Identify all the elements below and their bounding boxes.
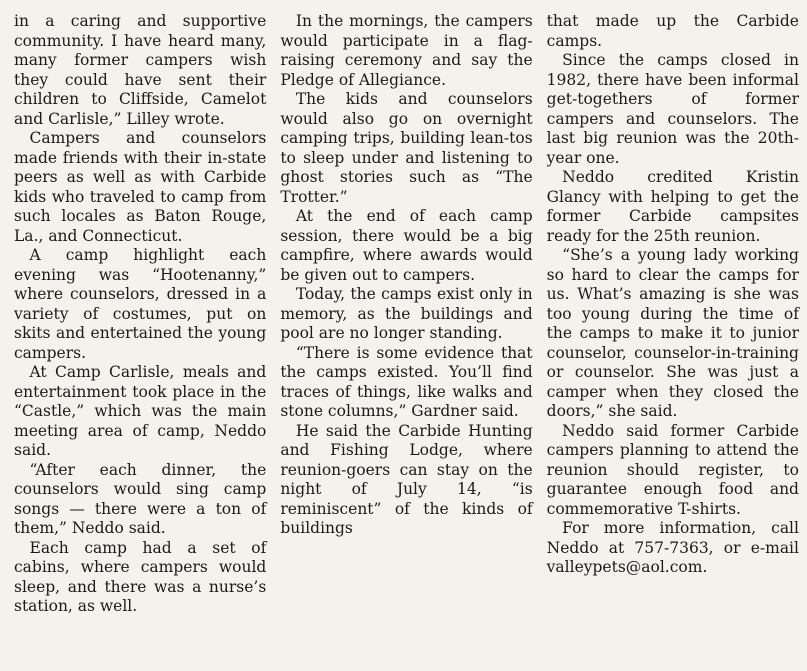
article-columns [14,12,799,671]
paragraph: in a caring and supportive community. I have heard many, many former campers wish they could have sent their children to Cliffside, Camelot and Carlisle,” Lilley wrote. [14,12,267,128]
paragraph: “She’s a young lady working so hard to clear the camps for us. What’s amazing is she was too young during the time of the camps to make it to junior counselor, counselor-in-training or counselor. She was just a camper when they closed the doors,” she said. [546,246,799,420]
paragraph: Each camp had a set of cabins, where campers would sleep, and there was a nurse’s station, as well. [14,538,267,615]
paragraph: He said the Carbide Hunting and Fishing Lodge, where reunion-goers can stay on the night of July 14, “is reminiscent” of the kinds of buildings [280,421,533,537]
article-column-2 [280,12,532,671]
article-column-3 [547,12,799,671]
article-column-1 [14,12,266,671]
paragraph: A camp highlight each evening was “Hootenanny,” where counselors, dressed in a variety of costumes, put on skits and entertained the young campers. [14,246,267,362]
paragraph: At Camp Carlisle, meals and entertainment took place in the “Castle,” which was the main meeting area of camp, Neddo said. [14,363,267,459]
paragraph: Today, the camps exist only in memory, as the buildings and pool are no longer standing. [280,285,533,342]
paragraph: Neddo credited Kristin Glancy with helping to get the former Carbide campsites ready for the 25th reunion. [546,168,799,245]
paragraph: Since the camps closed in 1982, there have been informal get-togethers of former campers and counselors. The last big reunion was the 20th-year one. [546,51,799,167]
paragraph: “There is some evidence that the camps existed. You’ll find traces of things, like walks and stone columns,” Gardner said. [280,343,533,420]
paragraph: that made up the Carbide camps. [546,12,799,50]
paragraph: In the mornings, the campers would participate in a flag-raising ceremony and say the Pledge of Allegiance. [280,12,533,89]
paragraph: The kids and counselors would also go on overnight camping trips, building lean-tos to sleep under and listening to ghost stories such as “The Trotter.” [280,90,533,206]
paragraph: At the end of each camp session, there would be a big campfire, where awards would be given out to campers. [280,207,533,284]
paragraph: “After each dinner, the counselors would sing camp songs — there were a ton of them,” Neddo said. [14,460,267,537]
paragraph: For more information, call Neddo at 757-7363, or e-mail valleypets@aol.com. [546,519,799,576]
paragraph: Campers and counselors made friends with their in-state peers as well as with Carbide kids who traveled to camp from such locales as Baton Rouge, La., and Connecticut. [14,129,267,245]
paragraph: Neddo said former Carbide campers planning to attend the reunion should register, to guarantee enough food and commemorative T-shirts. [546,421,799,518]
